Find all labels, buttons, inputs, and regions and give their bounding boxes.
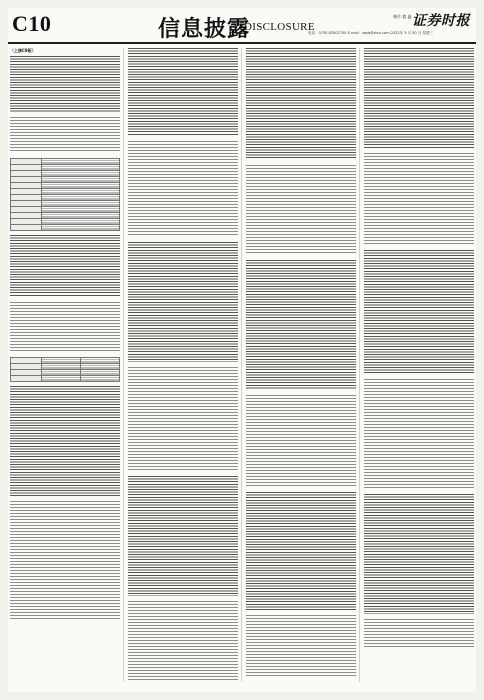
contact-info: 电话：0755-83501750 E-mail：zqsb@stcn.com 2022年 3 月 30 日 星期三: [308, 31, 433, 35]
masthead: [8, 8, 476, 44]
text-column-3: [246, 48, 356, 682]
disclosure-table: [10, 158, 120, 231]
column-divider: [123, 48, 124, 682]
text-column-4: [364, 48, 474, 682]
disclosure-table: [10, 357, 120, 382]
block-heading: （上接C9版）: [10, 48, 36, 53]
text-column-1: [10, 48, 120, 682]
text-column-2: [128, 48, 238, 682]
column-divider: [359, 48, 360, 682]
newspaper-logo: 证券时报: [412, 13, 470, 29]
editor-credit: 制作 翁 鑫: [393, 14, 412, 19]
page-number: C10: [12, 11, 52, 36]
text-block: [10, 48, 120, 112]
section-title: 信息披露: [158, 17, 251, 42]
newspaper-page: [8, 8, 476, 692]
section-title-english: DISCLOSURE: [244, 21, 315, 33]
column-divider: [241, 48, 242, 682]
article-body: [10, 48, 474, 684]
